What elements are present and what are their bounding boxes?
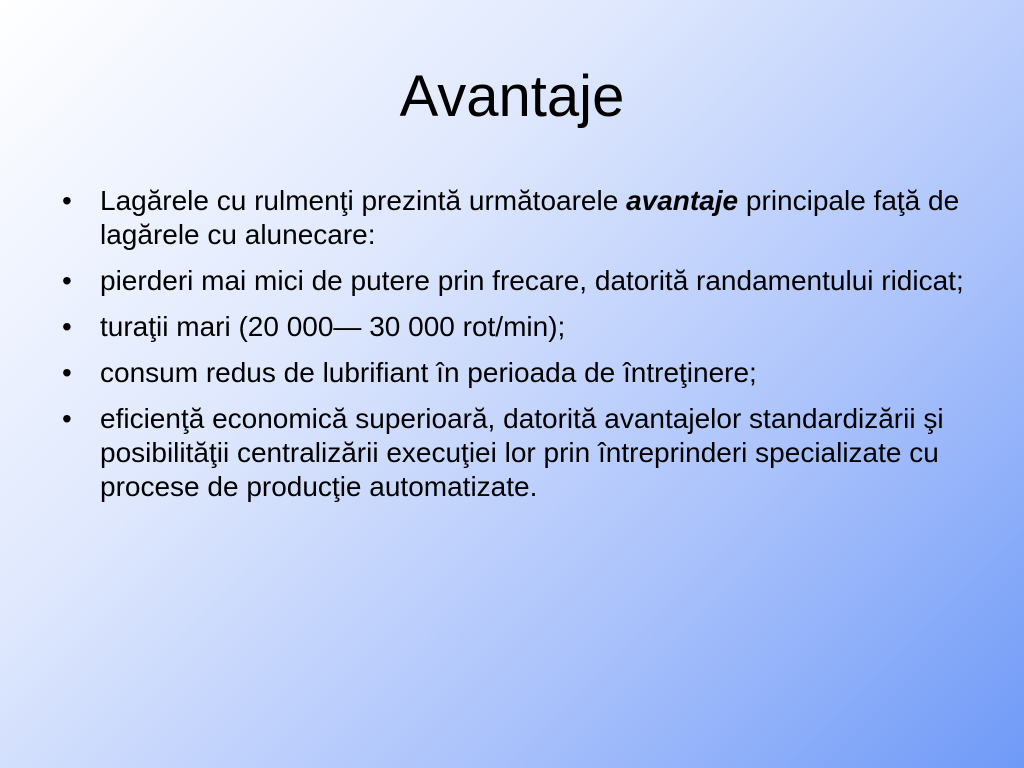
bullet-emphasis: avantaje xyxy=(626,185,739,216)
bullet-text-after: principale faţă de lagărele cu alunecare: xyxy=(100,185,960,250)
slide-title: Avantaje xyxy=(399,64,625,129)
bullet-item xyxy=(56,310,976,344)
bullet-item xyxy=(56,356,976,390)
bullet-dot-icon: • xyxy=(62,403,72,434)
bullet-dot-icon: • xyxy=(62,265,72,296)
bullet-dot-icon: • xyxy=(62,185,72,216)
bullet-item xyxy=(56,402,976,504)
bullet-text: eficienţă economică superioară, datorită avantajelor standardizării şi posibilităţii centralizării execuţiei lor prin întreprinderi specializate cu procese de producţie automatizate. xyxy=(100,403,944,502)
bullet-list xyxy=(56,184,976,516)
bullet-dot-icon: • xyxy=(62,311,72,342)
bullet-text: pierderi mai mici de putere prin frecare, datorită randamentului ridicat; xyxy=(100,265,964,296)
bullet-item xyxy=(56,264,976,298)
bullet-item xyxy=(56,184,976,252)
bullet-text-before: Lagărele cu rulmenţi prezintă următoarele xyxy=(100,185,627,216)
bullet-text: consum redus de lubrifiant în perioada de întreţinere; xyxy=(100,357,757,388)
bullet-dot-icon: • xyxy=(62,357,72,388)
bullet-text: turaţii mari (20 000— 30 000 rot/min); xyxy=(100,311,566,342)
